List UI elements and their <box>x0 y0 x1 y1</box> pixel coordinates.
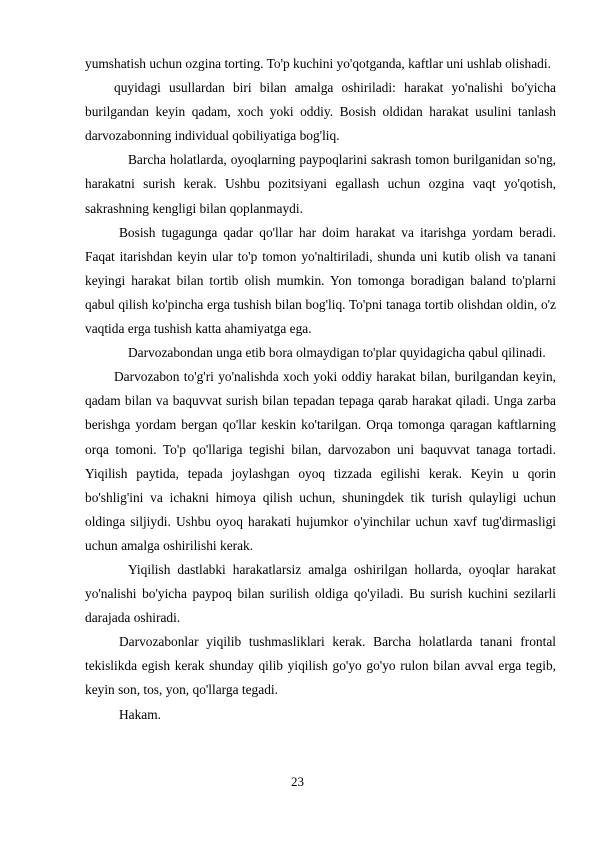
paragraph-4: Bosish tugagunga qadar qo'llar har doim harakat va itarishga yordam beradi. Faqat itarishdan keyin ular to'p tomon yo'naltiriladi, shunda uni kutib olish va tanani keyingi harakat bilan tortib olish mumkin. Yon tomonga boradigan baland to'plarni qabul qilish ko'pincha erga tushish bilan bog'liq. To'pni tanaga tortib olishdan oldin, o'z vaqtida erga tushish katta ahamiyatga ega. <box>85 224 556 337</box>
paragraph-8: Darvozabonlar yiqilib tushmasliklari kerak. Barcha holatlarda tanani frontal tekislikda egish kerak shunday qilib yiqilish go'yo go'yo rulon bilan avval erga tegib, keyin son, tos, yon, qo'llarga tegadi. <box>85 634 556 698</box>
paragraph-9: Hakam. <box>119 706 162 722</box>
paragraph-5: Darvozabondan unga etib bora olmaydigan to'plar quyidagicha qabul qilinadi. <box>128 345 546 361</box>
paragraph-1: yumshatish uchun ozgina torting. To'p kuchini yo'qotganda, kaftlar uni ushlab olishadi. <box>85 56 551 71</box>
document-page <box>85 52 556 727</box>
paragraph-2: quyidagi usullardan biri bilan amalga oshiriladi: harakat yo'nalishi bo'yicha burilgandan keyin qadam, xoch yoki oddiy. Bosish oldidan harakat usulini tanlash darvozabonning individual qobiliyatiga bog'liq. <box>85 80 556 144</box>
paragraph-7: Yiqilish dastlabki harakatlarsiz amalga oshirilgan hollarda, oyoqlar harakat yo'nalishi bo'yicha paypoq bilan surilish oldiga qo'yiladi. Bu surish kuchini sezilarli darajada oshiradi. <box>85 561 556 626</box>
paragraph-3: Barcha holatlarda, oyoqlarning paypoqlarini sakrash tomon burilganidan so'ng, harakatni surish kerak. Ushbu pozitsiyani egallash uchun ozgina vaqt yo'qotish, sakrashning kengligi bilan qoplanmaydi. <box>85 152 556 216</box>
paragraph-6: Darvozabon to'g'ri yo'nalishda xoch yoki oddiy harakat bilan, burilgandan keyin, qadam bilan va baquvvat surish bilan tepadan tepaga qarab harakat qiladi. Unga zarba berishga yordam bergan qo'llar keskin ko'tarilgan. Orqa tomonga qaragan kaftlarning orqa tomoni. To'p qo'llariga tegishi bilan, darvozabon uni baquvvat tanaga tortadi. Yiqilish paytida, tepada joylashgan oyoq tizzada egilishi kerak. Keyin u qorin bo'shlig'ini va ichakni himoya qilish uchun, shuningdek tik turish qulayligi uchun oldinga siljiydi. Ushbu oyoq harakati hujumkor o'yinchilar uchun xavf tug'dirmasligi uchun amalga oshirilishi kerak. <box>85 369 556 553</box>
page-number: 23 <box>291 774 304 789</box>
